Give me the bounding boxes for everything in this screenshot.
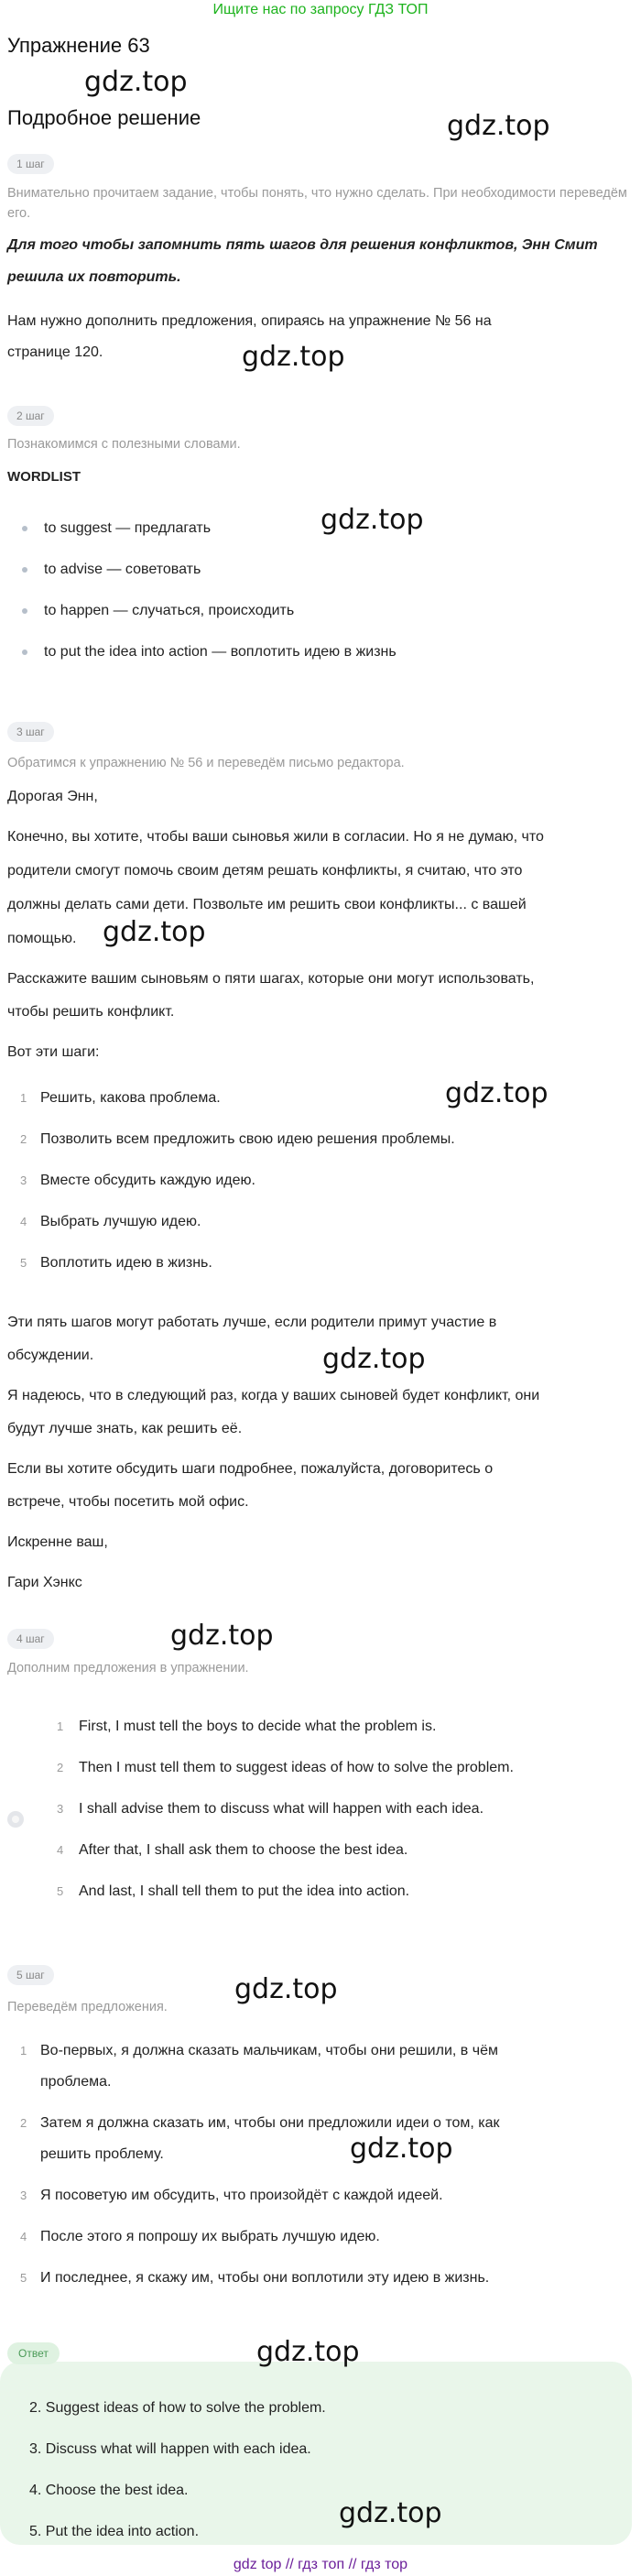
step-list-item: Позволить всем предложить свою идею решения проблемы. <box>40 1131 455 1147</box>
letter-greeting: Дорогая Энн, <box>7 789 98 804</box>
list-number: 4 <box>20 1215 27 1228</box>
step-1-paragraph-line-2: странице 120. <box>7 344 103 360</box>
letter-p1-line-3: должны делать сами дети. Позвольте им решить свои конфликты... с вашей <box>7 897 527 912</box>
list-number: 3 <box>20 1173 27 1187</box>
footer-links[interactable]: gdz top // гдз топ // гдз тор <box>233 2557 408 2572</box>
letter-p1-line-1: Конечно, вы хотите, чтобы ваши сыновья жили в согласии. Но я не думаю, что <box>7 829 544 845</box>
step-list-item: Решить, какова проблема. <box>40 1090 221 1106</box>
list-number: 4 <box>20 2230 27 2243</box>
translation-line: Я посоветую им обсудить, что произойдёт с каждой идеей. <box>40 2188 443 2203</box>
list-number: 3 <box>57 1802 64 1816</box>
bullet-icon <box>22 526 27 531</box>
list-number: 1 <box>20 1091 27 1105</box>
translation-line: После этого я попрошу их выбрать лучшую идею. <box>40 2229 380 2244</box>
letter-p6-line-1: Если вы хотите обсудить шаги подробнее, пожалуйста, договоритесь о <box>7 1461 494 1477</box>
task-statement-line-1: Для того чтобы запомнить пять шагов для решения конфликтов, Энн Смит <box>7 237 598 253</box>
answer-line: 2. Suggest ideas of how to solve the problem. <box>29 2400 326 2416</box>
list-number: 1 <box>57 1719 64 1733</box>
translation-line: Затем я должна сказать им, чтобы они предложили идеи о том, как <box>40 2115 500 2131</box>
letter-p2-line-2: чтобы решить конфликт. <box>7 1004 175 1020</box>
wordlist-title: WORDLIST <box>7 469 81 485</box>
translation-line: И последнее, я скажу им, чтобы они воплотили эту идею в жизнь. <box>40 2270 490 2286</box>
sentence-item: I shall advise them to discuss what will happen with each idea. <box>79 1801 484 1817</box>
letter-signature: Гари Хэнкс <box>7 1575 82 1590</box>
search-hint-banner[interactable]: Ищите нас по запросу ГДЗ ТОП <box>212 2 429 17</box>
letter-p5-line-1: Я надеюсь, что в следующий раз, когда у ваших сыновей будет конфликт, они <box>7 1388 540 1403</box>
watermark: gdz.top <box>445 1077 549 1109</box>
answer-line: 4. Choose the best idea. <box>29 2483 189 2498</box>
watermark: gdz.top <box>447 110 550 142</box>
list-number: 2 <box>20 2116 27 2130</box>
letter-p1-line-4: помощью. <box>7 931 77 946</box>
watermark: gdz.top <box>242 341 345 373</box>
step-1-paragraph-line-1: Нам нужно дополнить предложения, опираясь на упражнение № 56 на <box>7 313 492 329</box>
task-statement-line-2: решила их повторить. <box>7 269 181 285</box>
step-list-item: Вместе обсудить каждую идею. <box>40 1173 255 1188</box>
list-number: 5 <box>20 1256 27 1270</box>
letter-p6-line-2: встрече, чтобы посетить мой офис. <box>7 1494 249 1510</box>
step-badge-1: 1 шаг <box>7 154 54 174</box>
letter-p1-line-2: родители смогут помочь своим детям решать конфликты, я считаю, что это <box>7 863 523 879</box>
answer-line: 5. Put the idea into action. <box>29 2524 200 2539</box>
step-badge-3: 3 шаг <box>7 722 54 742</box>
list-number: 2 <box>20 1132 27 1146</box>
step-3-note: Обратимся к упражнению № 56 и переведём письмо редактора. <box>7 756 405 770</box>
translation-line: Во-первых, я должна сказать мальчикам, чтобы они решили, в чём <box>40 2043 498 2058</box>
word-item: to happen — случаться, происходить <box>44 603 295 618</box>
watermark: gdz.top <box>170 1620 274 1652</box>
sentence-item: And last, I shall tell them to put the idea into action. <box>79 1883 410 1899</box>
translation-line: проблема. <box>40 2074 112 2090</box>
sentence-item: After that, I shall ask them to choose the best idea. <box>79 1842 408 1858</box>
step-badge-5: 5 шаг <box>7 1965 54 1985</box>
watermark: gdz.top <box>320 504 424 536</box>
section-title: Подробное решение <box>7 106 201 129</box>
list-number: 4 <box>57 1843 64 1857</box>
step-badge-4: 4 шаг <box>7 1629 54 1649</box>
word-item: to put the idea into action — воплотить идею в жизнь <box>44 644 397 660</box>
watermark: gdz.top <box>84 66 188 98</box>
letter-p4-line-1: Эти пять шагов могут работать лучше, если родители примут участие в <box>7 1315 497 1330</box>
letter-p4-line-2: обсуждении. <box>7 1348 94 1363</box>
step-1-note: Внимательно прочитаем задание, чтобы понять, что нужно сделать. При необходимости переведём его. <box>7 186 627 221</box>
bullet-icon <box>22 608 27 614</box>
letter-p2-line-1: Расскажите вашим сыновьям о пяти шагах, которые они могут использовать, <box>7 971 535 987</box>
list-number: 3 <box>20 2189 27 2202</box>
page-title: Упражнение 63 <box>7 34 150 57</box>
watermark: gdz.top <box>322 1343 426 1375</box>
letter-p3: Вот эти шаги: <box>7 1044 100 1060</box>
translation-line: решить проблему. <box>40 2146 164 2162</box>
watermark: gdz.top <box>256 2336 360 2368</box>
watermark: gdz.top <box>339 2497 442 2529</box>
watermark: gdz.top <box>350 2133 453 2165</box>
step-4-note: Дополним предложения в упражнении. <box>7 1661 249 1675</box>
list-number: 2 <box>57 1761 64 1774</box>
watermark: gdz.top <box>103 916 206 948</box>
word-item: to suggest — предлагать <box>44 520 212 536</box>
step-5-note: Переведём предложения. <box>7 2000 168 2014</box>
answer-badge: Ответ <box>7 2342 60 2364</box>
watermark: gdz.top <box>234 1973 338 2005</box>
radio-icon[interactable] <box>7 1811 24 1828</box>
step-2-note: Познакомимся с полезными словами. <box>7 437 241 452</box>
answer-line: 3. Discuss what will happen with each idea. <box>29 2441 311 2457</box>
step-list-item: Воплотить идею в жизнь. <box>40 1255 212 1271</box>
list-number: 5 <box>20 2271 27 2285</box>
list-number: 5 <box>57 1884 64 1898</box>
sentence-item: Then I must tell them to suggest ideas of how to solve the problem. <box>79 1760 514 1775</box>
bullet-icon <box>22 649 27 655</box>
sentence-item: First, I must tell the boys to decide what the problem is. <box>79 1719 437 1734</box>
letter-closing: Искренне ваш, <box>7 1534 108 1550</box>
bullet-icon <box>22 567 27 573</box>
list-number: 1 <box>20 2044 27 2058</box>
step-list-item: Выбрать лучшую идею. <box>40 1214 201 1229</box>
word-item: to advise — советовать <box>44 562 201 577</box>
letter-p5-line-2: будут лучше знать, как решить её. <box>7 1421 243 1436</box>
step-badge-2: 2 шаг <box>7 406 54 426</box>
